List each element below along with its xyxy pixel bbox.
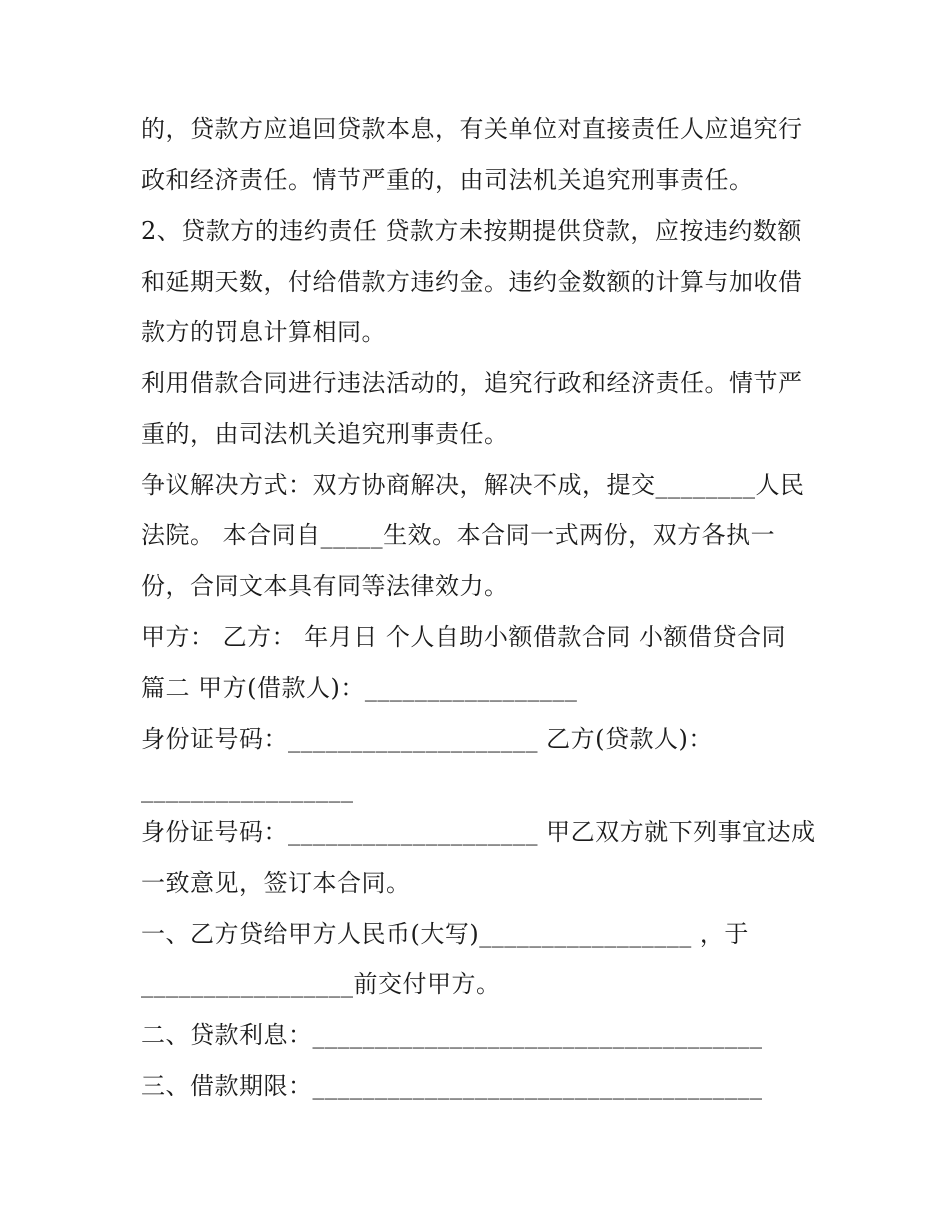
text-line: 身份证号码：____________________ 甲乙双方就下列事宜达成 <box>141 818 816 846</box>
text-line: _________________前交付甲方。 <box>141 970 501 998</box>
text-line: 法院。 本合同自_____生效。本合同一式两份，双方各执一 <box>141 521 776 549</box>
text-line: 身份证号码：____________________ 乙方(贷款人)： <box>141 725 713 753</box>
text-line: 和延期天数，付给借款方违约金。违约金数额的计算与加收借 <box>141 268 803 296</box>
text-line: 款方的罚息计算相同。 <box>141 318 386 346</box>
text-line: 的，贷款方应追回贷款本息，有关单位对直接责任人应追究行 <box>141 115 803 143</box>
text-line: 甲方： 乙方： 年月日 个人自助小额借款合同 小额借贷合同 <box>141 623 787 651</box>
text-line: 三、借款期限：____________________________________ <box>141 1072 763 1100</box>
text-line: 二、贷款利息：____________________________________ <box>141 1021 763 1049</box>
text-line: 一、乙方贷给甲方人民币(大写)_________________ ，于 <box>141 920 749 948</box>
text-line: 篇二 甲方(借款人)：_________________ <box>141 674 578 702</box>
text-line: 利用借款合同进行违法活动的，追究行政和经济责任。情节严 <box>141 369 803 397</box>
text-line: _________________ <box>141 775 354 803</box>
text-line: 2、贷款方的违约责任 贷款方未按期提供贷款，应按违约数额 <box>141 217 802 245</box>
text-line: 一致意见，签订本合同。 <box>141 869 411 897</box>
text-line: 政和经济责任。情节严重的，由司法机关追究刑事责任。 <box>141 166 754 194</box>
text-line: 份，合同文本具有同等法律效力。 <box>141 572 509 600</box>
text-line: 争议解决方式：双方协商解决，解决不成，提交________人民 <box>141 471 805 499</box>
text-line: 重的，由司法机关追究刑事责任。 <box>141 420 509 448</box>
